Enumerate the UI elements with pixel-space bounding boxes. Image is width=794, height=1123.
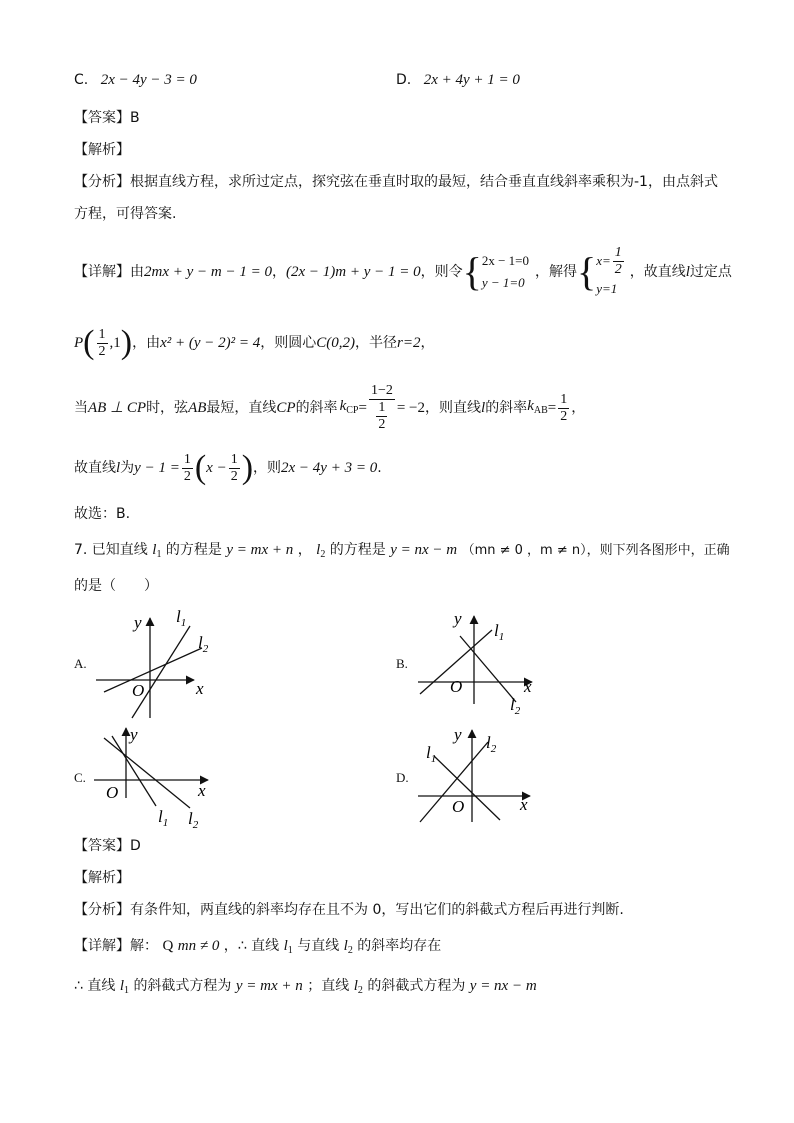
q7-prefix: 7. 已知直线 [74, 542, 148, 558]
q7-detail-cond: mn ≠ 0 [177, 938, 220, 954]
label-l2: $l_2$ [486, 733, 497, 755]
k-ab-letter: k [527, 397, 534, 414]
label-origin: O [106, 783, 119, 802]
line-l-3: l [116, 460, 121, 476]
k-cp [340, 396, 359, 421]
sol-y: y=1 [596, 280, 618, 296]
q7-detail-and: 与直线 [297, 938, 340, 954]
q7-jiexi: 【解析】 [74, 870, 130, 886]
circle-text: ，由 [132, 335, 161, 351]
final-lhs: y − 1 = [134, 460, 180, 476]
k-cp-den-den: 2 [378, 417, 386, 432]
q7-opt-d-label: D. [396, 770, 409, 785]
q7-detail-l2-letter: l [343, 938, 348, 954]
k-ab-den: 2 [560, 408, 568, 424]
label-y: y [130, 725, 138, 744]
label-l1: $l_1$ [494, 621, 505, 643]
perp-expr: AB ⊥ CP [88, 400, 147, 416]
perp-prefix: 当 [74, 400, 88, 416]
label-y: y [454, 609, 462, 628]
center-text: ，则圆心 [260, 335, 317, 351]
point-p: P [74, 335, 84, 351]
q7-detail-l1-sub: 1 [287, 945, 293, 956]
q6-detail-line [74, 244, 732, 300]
system-brace-1: { [462, 249, 482, 294]
q7-last-l1 [120, 978, 129, 994]
q6-final-line [74, 446, 382, 490]
radius-value: r=2 [397, 335, 421, 351]
line-l: l [685, 264, 690, 280]
p-frac [97, 327, 108, 360]
eq-sign: = [358, 400, 367, 416]
label-y: y [134, 613, 142, 632]
label-l1: $l_1$ [158, 807, 169, 829]
sys1-b: y − 1=0 [481, 275, 525, 290]
q7-last-eq1: y = mx + n [235, 978, 303, 994]
p-den: 2 [98, 343, 106, 359]
final-paren-close: ) [241, 449, 254, 486]
q7-eq2: y = nx − m [390, 542, 458, 558]
option-d [396, 70, 520, 90]
detail-comma: ， [271, 264, 286, 280]
q7-eq1: y = mx + n [226, 542, 294, 558]
q7-cond: （mn ≠ 0 ，m ≠ n），则下列各图形中，正确 [461, 543, 730, 558]
line-l1 [132, 626, 190, 718]
radius-text: ，半径 [355, 335, 397, 351]
label-origin: O [452, 797, 465, 816]
q7-opt-a-label: A. [74, 656, 87, 671]
label-y: y [454, 725, 462, 744]
k-cp-letter: k [339, 397, 347, 414]
label-l2: $l_2$ [510, 695, 521, 717]
q6-analysis-2: 方程，可得答案. [74, 206, 177, 222]
q7-detail-prefix: 【详解】解： [74, 938, 158, 954]
system-2 [596, 245, 626, 300]
option-d-label: D. [396, 72, 412, 88]
paren-close: ) [120, 324, 133, 361]
q6-analysis-1: 【分析】根据直线方程，求所过定点，探究弦在垂直时取的最短，结合垂直直线斜率乘积为-1，由点斜式 [74, 174, 718, 190]
q7-l2-letter: l [316, 542, 321, 558]
label-origin: O [132, 681, 145, 700]
q7-eq-text-2: 的方程是 [329, 542, 386, 558]
label-l1: $l_1$ [176, 607, 187, 629]
k-ab-sub: AB [533, 404, 548, 416]
detail-prefix: 【详解】由 [74, 264, 144, 280]
sol-x: x= [596, 253, 611, 268]
q7-detail-l2 [344, 938, 353, 954]
final-inner-frac [229, 452, 240, 485]
line-l1 [112, 736, 156, 806]
q7-eq-text: 的方程是 [165, 542, 222, 558]
final-prefix: 故直线 [74, 460, 116, 476]
q7-last-mid: 的斜截式方程为 [133, 978, 232, 994]
detail-guo2: 过定点 [689, 264, 732, 280]
final-num: 1 [183, 451, 191, 467]
line-cp: CP [276, 400, 296, 416]
system-1 [482, 250, 529, 294]
q7-last-l1-sub: 1 [123, 985, 129, 996]
q7-last-l1-letter: l [119, 978, 124, 994]
q7-analysis: 【分析】有条件知，两直线的斜率均存在且不为 0，写出它们的斜截式方程后再进行判断. [74, 902, 624, 918]
q7-detail-end: 的斜率均存在 [357, 938, 442, 954]
final-paren-open: ( [194, 449, 207, 486]
final-den: 2 [183, 468, 191, 484]
final-frac [182, 452, 193, 485]
line-l-2: l [481, 400, 486, 416]
line-l2 [460, 636, 516, 702]
option-d-expr: 2x + 4y + 1 = 0 [423, 72, 520, 88]
end-comma-2: ， [571, 400, 586, 416]
sys1-a: 2x − 1=0 [481, 253, 529, 268]
k-ab-num: 1 [560, 391, 568, 407]
final-eq: 2x − 4y + 3 = 0 [281, 460, 378, 476]
detail-ling: ，则令 [420, 264, 463, 280]
label-l2: $l_2$ [198, 633, 209, 655]
q7-stem-line2: 的是（ ） [74, 578, 158, 594]
center-value: C(0,2) [316, 335, 355, 351]
q7-last-semi: ；直线 [307, 978, 350, 994]
system-brace-2: { [576, 249, 597, 294]
q7-last-mid2: 的斜截式方程为 [367, 978, 466, 994]
q7-detail-l2-sub: 2 [347, 945, 353, 956]
q7-detail-l1 [284, 938, 293, 954]
q7-detail [74, 936, 441, 961]
then-text: ，则直线 [425, 400, 482, 416]
end-comma: ， [420, 335, 435, 351]
q7-l1-sub: 1 [156, 549, 162, 560]
q7-stem-line1 [74, 540, 730, 565]
q7-last-eq2: y = nx − m [469, 978, 537, 994]
k-cp-sub: CP [346, 404, 359, 416]
paren-open: ( [83, 324, 95, 361]
q7-graph-d [412, 722, 552, 832]
slope-text-2: 的斜率 [485, 400, 528, 416]
q7-l1 [152, 542, 161, 558]
circle-eq: x² + (y − 2)² = 4 [160, 335, 261, 351]
q7-graph-c [90, 724, 230, 834]
q7-detail-mid: ，∴ 直线 [223, 938, 280, 954]
label-x: x [524, 677, 532, 696]
q7-l2 [316, 542, 325, 558]
detail-guo: ，故直线 [629, 264, 686, 280]
option-c-expr: 2x − 4y − 3 = 0 [100, 72, 197, 88]
final-then: ，则 [253, 460, 282, 476]
label-x: x [196, 679, 204, 698]
sol-x-num: 1 [614, 244, 622, 260]
perp-mid: 时，弦 [146, 400, 189, 416]
q6-perp-line [74, 380, 585, 436]
final-inner-num: 1 [230, 451, 238, 467]
final-period: . [377, 460, 382, 476]
option-c-label: C. [74, 72, 89, 88]
sol-x-den: 2 [614, 261, 622, 277]
q7-opt-b-label: B. [396, 656, 408, 671]
k-ab-frac [558, 392, 569, 425]
final-inner-den: 2 [230, 468, 238, 484]
q7-graph-b [412, 604, 552, 720]
p-num: 1 [98, 326, 106, 342]
k-cp-num: 1−2 [370, 383, 393, 398]
final-inner: x − [206, 460, 227, 476]
sol-x-frac [613, 245, 624, 278]
q7-l1-letter: l [152, 542, 157, 558]
q7-last [74, 976, 537, 1001]
k-cp-frac [369, 383, 395, 433]
detail-eq2: (2x − 1)m + y − 1 = 0 [285, 264, 421, 280]
slope-text: 的斜率 [295, 400, 338, 416]
q6-point-line [74, 320, 434, 366]
q7-detail-q: Q [162, 938, 174, 954]
q7-last-prefix: ∴ 直线 [74, 978, 116, 994]
q7-opt-c-label: C. [74, 770, 86, 785]
label-l2: $l_2$ [188, 809, 199, 831]
label-origin: O [450, 677, 463, 696]
eq-sign-2: = [547, 400, 557, 416]
q7-detail-l1-letter: l [283, 938, 288, 954]
q7-last-l2-sub: 2 [357, 985, 363, 996]
q6-jiexi: 【解析】 [74, 142, 130, 158]
k-ab [527, 396, 548, 421]
k-cp-den-num: 1 [378, 400, 386, 415]
label-x: x [198, 781, 206, 800]
label-l1: $l_1$ [426, 743, 437, 765]
q7-comma: ， [297, 542, 312, 558]
k-cp-den-frac [376, 400, 387, 433]
q7-l2-sub: 2 [320, 549, 326, 560]
k-cp-den [369, 400, 395, 433]
chord-ab: AB [188, 400, 207, 416]
p-tail: ,1 [109, 335, 121, 351]
final-is: 为 [120, 460, 135, 476]
q6-choose: 故选：B. [74, 506, 131, 522]
q7-last-l2-letter: l [353, 978, 358, 994]
option-c [74, 70, 197, 90]
detail-eq1: 2mx + y − m − 1 = 0 [144, 264, 272, 280]
line-l1 [434, 756, 500, 820]
q6-answer: 【答案】B [74, 110, 140, 126]
q7-graph-a [90, 606, 230, 724]
q7-answer: 【答案】D [74, 838, 141, 854]
detail-jiede: ，解得 [534, 264, 577, 280]
k-cp-val: = −2 [396, 400, 426, 416]
perp-mid2: 最短，直线 [206, 400, 277, 416]
q7-last-l2 [354, 978, 363, 994]
label-x: x [520, 795, 528, 814]
